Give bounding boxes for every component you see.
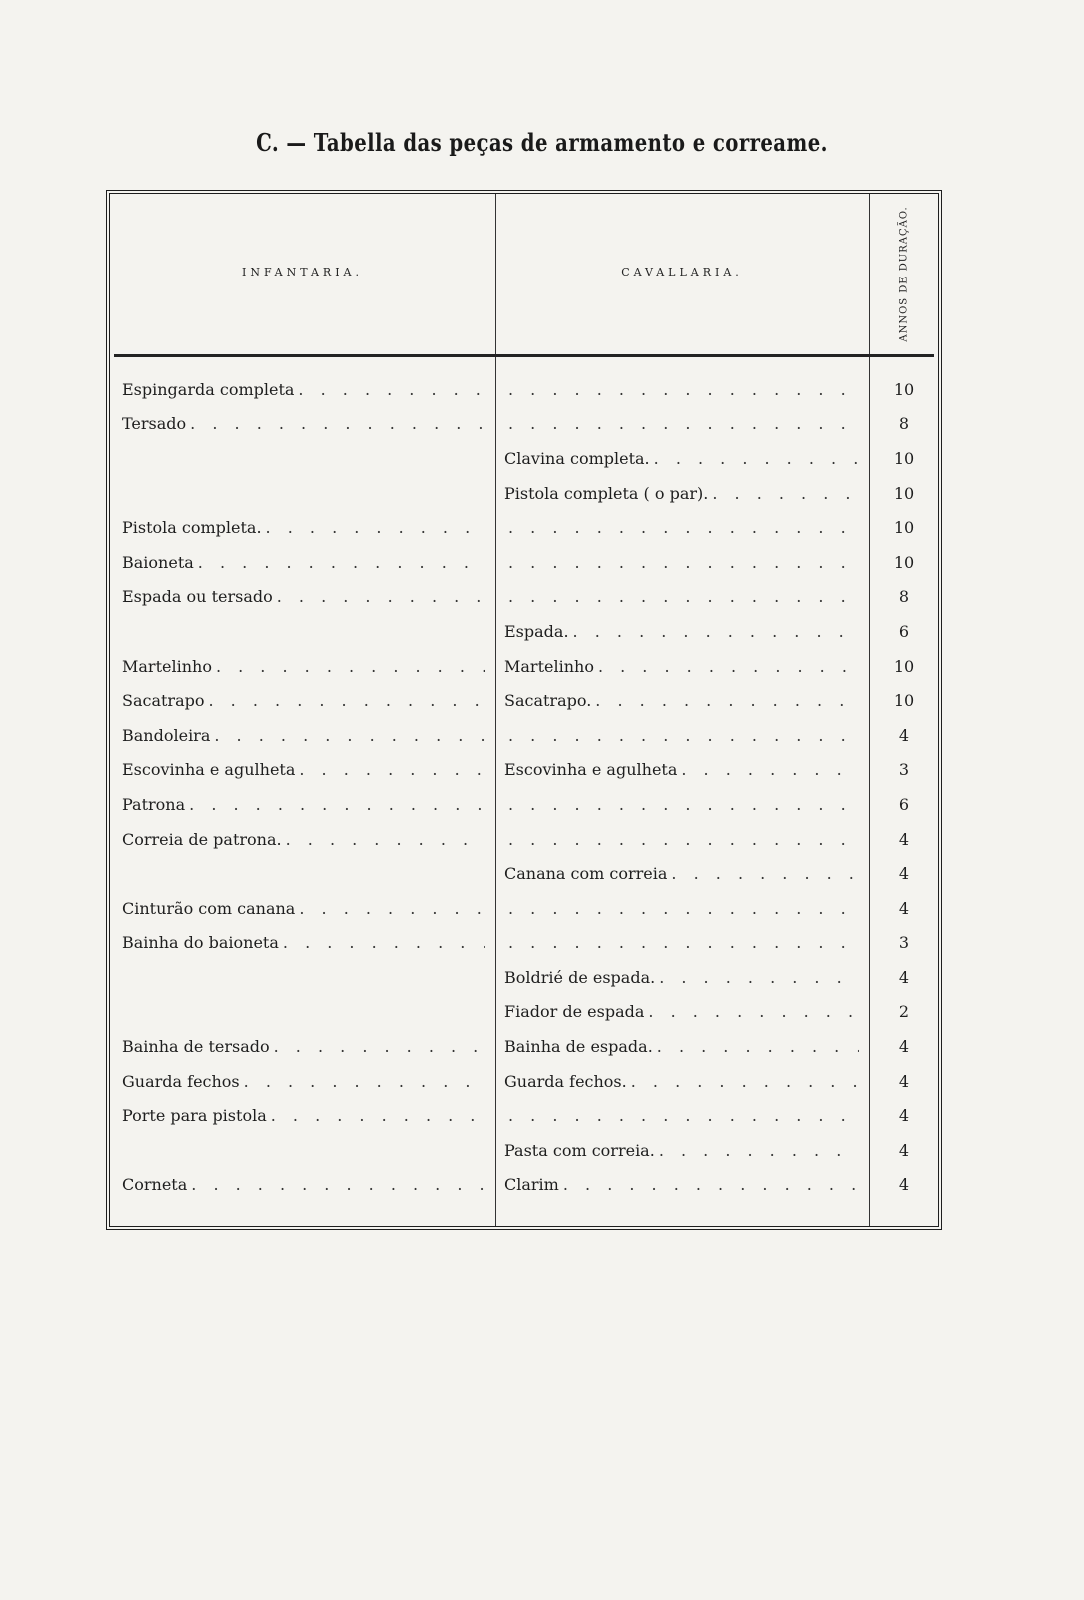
- cell-infantaria: [122, 1029, 485, 1064]
- cell-cavallaria: [504, 649, 859, 684]
- dot-leader: [508, 587, 859, 606]
- cell-cavallaria-text: Escovinha e agulheta: [504, 760, 678, 780]
- cell-cavallaria: [504, 510, 859, 545]
- cell-cavallaria: [504, 580, 859, 615]
- cell-infantaria: [122, 372, 485, 407]
- cell-infantaria: [122, 441, 485, 476]
- table-row: [110, 787, 938, 822]
- table-body: [110, 372, 938, 1202]
- cell-infantaria-text: Guarda fechos: [122, 1071, 240, 1091]
- cell-infantaria: [122, 926, 485, 961]
- cell-cavallaria-text: Pasta com correia.: [504, 1140, 655, 1160]
- cell-annos: 6: [898, 794, 910, 814]
- table-row: [110, 649, 938, 684]
- dot-leader: [191, 1175, 485, 1194]
- cell-annos: 10: [893, 379, 915, 399]
- table-row: [110, 407, 938, 442]
- table-row: [110, 1029, 938, 1064]
- table-row: [110, 995, 938, 1030]
- cell-annos: 3: [898, 760, 910, 780]
- cell-infantaria: [122, 960, 485, 995]
- cell-annos: 4: [898, 967, 910, 987]
- dot-leader: [712, 484, 859, 503]
- cell-cavallaria: [504, 614, 859, 649]
- dot-leader: [508, 899, 859, 918]
- cell-cavallaria: [504, 1029, 859, 1064]
- dot-leader: [595, 691, 859, 710]
- cell-infantaria: [122, 580, 485, 615]
- cell-infantaria-text: Corneta: [122, 1175, 188, 1195]
- cell-annos: 6: [898, 621, 910, 641]
- cell-annos: 4: [898, 898, 910, 918]
- cell-cavallaria-text: Guarda fechos.: [504, 1071, 627, 1091]
- header-rule: [114, 354, 934, 357]
- dot-leader: [648, 1002, 859, 1021]
- dot-leader: [189, 795, 485, 814]
- cell-infantaria: [122, 891, 485, 926]
- armament-table: [106, 190, 942, 1230]
- cell-annos: 4: [898, 1140, 910, 1160]
- cell-cavallaria: [504, 407, 859, 442]
- cell-annos: 4: [898, 1037, 910, 1057]
- cell-annos: 2: [898, 1002, 910, 1022]
- dot-leader: [508, 380, 859, 399]
- cell-infantaria: [122, 683, 485, 718]
- cell-cavallaria: [504, 545, 859, 580]
- dot-leader: [654, 449, 859, 468]
- header-annos-de-duracao: [869, 194, 939, 354]
- cell-infantaria: [122, 753, 485, 788]
- dot-leader: [266, 518, 485, 537]
- cell-infantaria: [122, 1098, 485, 1133]
- cell-cavallaria-text: Boldrié de espada.: [504, 967, 656, 987]
- cell-annos: 4: [898, 1106, 910, 1126]
- cell-annos: 10: [893, 483, 915, 503]
- dot-leader: [508, 795, 859, 814]
- dot-leader: [671, 864, 859, 883]
- cell-infantaria: [122, 822, 485, 857]
- cell-annos: 10: [893, 552, 915, 572]
- dot-leader: [508, 1106, 859, 1125]
- cell-annos: 10: [893, 518, 915, 538]
- dot-leader: [286, 830, 485, 849]
- cell-infantaria: [122, 1168, 485, 1203]
- cell-annos: 4: [898, 725, 910, 745]
- dot-leader: [508, 726, 859, 745]
- table-row: [110, 856, 938, 891]
- cell-infantaria: [122, 614, 485, 649]
- dot-leader: [216, 657, 485, 676]
- dot-leader: [508, 933, 859, 952]
- dot-leader: [563, 1175, 859, 1194]
- table-row: [110, 476, 938, 511]
- cell-cavallaria: [504, 891, 859, 926]
- cell-infantaria-text: Bainha do baioneta: [122, 933, 279, 953]
- cell-cavallaria-text: Canana com correia: [504, 864, 668, 884]
- cell-infantaria: [122, 995, 485, 1030]
- cell-cavallaria: [504, 995, 859, 1030]
- cell-annos: 10: [893, 656, 915, 676]
- cell-annos: 4: [898, 829, 910, 849]
- dot-leader: [657, 1037, 859, 1056]
- cell-cavallaria: [504, 1064, 859, 1099]
- table-row: [110, 822, 938, 857]
- table-row: [110, 1168, 938, 1203]
- cell-infantaria-text: Cinturão com canana: [122, 898, 296, 918]
- dot-leader: [508, 414, 859, 433]
- cell-cavallaria-text: Clarim: [504, 1175, 559, 1195]
- header-infantaria: INFANTARIA.: [242, 266, 363, 279]
- cell-annos: 10: [893, 448, 915, 468]
- cell-cavallaria: [504, 1133, 859, 1168]
- cell-infantaria-text: Correia de patrona.: [122, 829, 282, 849]
- cell-infantaria-text: Sacatrapo: [122, 691, 205, 711]
- cell-cavallaria: [504, 476, 859, 511]
- table-row: [110, 960, 938, 995]
- cell-cavallaria: [504, 1098, 859, 1133]
- cell-cavallaria: [504, 960, 859, 995]
- dot-leader: [190, 414, 485, 433]
- cell-cavallaria-text: Martelinho: [504, 656, 594, 676]
- cell-annos: 3: [898, 933, 910, 953]
- cell-cavallaria-text: Fiador de espada: [504, 1002, 645, 1022]
- cell-infantaria: [122, 407, 485, 442]
- table-row: [110, 545, 938, 580]
- cell-annos: 8: [898, 414, 910, 434]
- cell-annos: 4: [898, 864, 910, 884]
- table-row: [110, 580, 938, 615]
- cell-cavallaria-text: Sacatrapo.: [504, 691, 592, 711]
- table-row: [110, 1064, 938, 1099]
- table-row: [110, 753, 938, 788]
- table-row: [110, 683, 938, 718]
- dot-leader: [659, 968, 859, 987]
- dot-leader: [681, 760, 859, 779]
- cell-annos: 4: [898, 1071, 910, 1091]
- cell-infantaria: [122, 510, 485, 545]
- cell-infantaria: [122, 1064, 485, 1099]
- cell-infantaria: [122, 718, 485, 753]
- dot-leader: [631, 1072, 859, 1091]
- cell-annos: 4: [898, 1175, 910, 1195]
- table-row: [110, 614, 938, 649]
- dot-leader: [274, 1037, 485, 1056]
- dot-leader: [573, 622, 859, 641]
- dot-leader: [598, 657, 859, 676]
- cell-infantaria-text: Baioneta: [122, 552, 194, 572]
- cell-annos: 8: [898, 587, 910, 607]
- header-cavallaria: CAVALLARIA.: [621, 266, 743, 279]
- table-row: [110, 1133, 938, 1168]
- dot-leader: [299, 899, 485, 918]
- cell-infantaria-text: Pistola completa.: [122, 518, 262, 538]
- dot-leader: [508, 518, 859, 537]
- dot-leader: [298, 380, 485, 399]
- cell-cavallaria: [504, 822, 859, 857]
- cell-cavallaria-text: Clavina completa.: [504, 448, 650, 468]
- cell-cavallaria: [504, 787, 859, 822]
- table-row: [110, 441, 938, 476]
- dot-leader: [508, 553, 859, 572]
- cell-infantaria-text: Bainha de tersado: [122, 1037, 270, 1057]
- cell-infantaria: [122, 787, 485, 822]
- dot-leader: [277, 587, 485, 606]
- cell-infantaria-text: Escovinha e agulheta: [122, 760, 296, 780]
- cell-cavallaria-text: Espada.: [504, 621, 569, 641]
- cell-infantaria-text: Patrona: [122, 794, 186, 814]
- cell-infantaria-text: Martelinho: [122, 656, 212, 676]
- page-title: C. — Tabella das peças de armamento e correame.: [256, 128, 828, 157]
- cell-cavallaria: [504, 753, 859, 788]
- dot-leader: [209, 691, 486, 710]
- dot-leader: [244, 1072, 485, 1091]
- cell-cavallaria: [504, 856, 859, 891]
- dot-leader: [283, 933, 485, 952]
- cell-infantaria: [122, 545, 485, 580]
- dot-leader: [299, 760, 485, 779]
- cell-infantaria: [122, 856, 485, 891]
- header-annos-label: ANNOS DE DURAÇÃO.: [898, 206, 910, 342]
- table-row: [110, 891, 938, 926]
- table-row: [110, 372, 938, 407]
- cell-infantaria-text: Bandoleira: [122, 725, 211, 745]
- dot-leader: [659, 1141, 859, 1160]
- table-row: [110, 510, 938, 545]
- cell-cavallaria: [504, 372, 859, 407]
- cell-cavallaria: [504, 718, 859, 753]
- cell-infantaria-text: Tersado: [122, 414, 187, 434]
- dot-leader: [214, 726, 485, 745]
- cell-cavallaria: [504, 441, 859, 476]
- dot-leader: [198, 553, 485, 572]
- cell-cavallaria-text: Bainha de espada.: [504, 1037, 653, 1057]
- dot-leader: [271, 1106, 485, 1125]
- cell-infantaria: [122, 649, 485, 684]
- cell-cavallaria: [504, 1168, 859, 1203]
- cell-cavallaria: [504, 683, 859, 718]
- dot-leader: [508, 830, 859, 849]
- cell-infantaria-text: Porte para pistola: [122, 1106, 267, 1126]
- cell-cavallaria: [504, 926, 859, 961]
- cell-annos: 10: [893, 691, 915, 711]
- cell-infantaria-text: Espingarda completa: [122, 379, 295, 399]
- table-row: [110, 1098, 938, 1133]
- cell-cavallaria-text: Pistola completa ( o par).: [504, 483, 709, 503]
- table-row: [110, 926, 938, 961]
- cell-infantaria: [122, 476, 485, 511]
- cell-infantaria-text: Espada ou tersado: [122, 587, 273, 607]
- table-row: [110, 718, 938, 753]
- cell-infantaria: [122, 1133, 485, 1168]
